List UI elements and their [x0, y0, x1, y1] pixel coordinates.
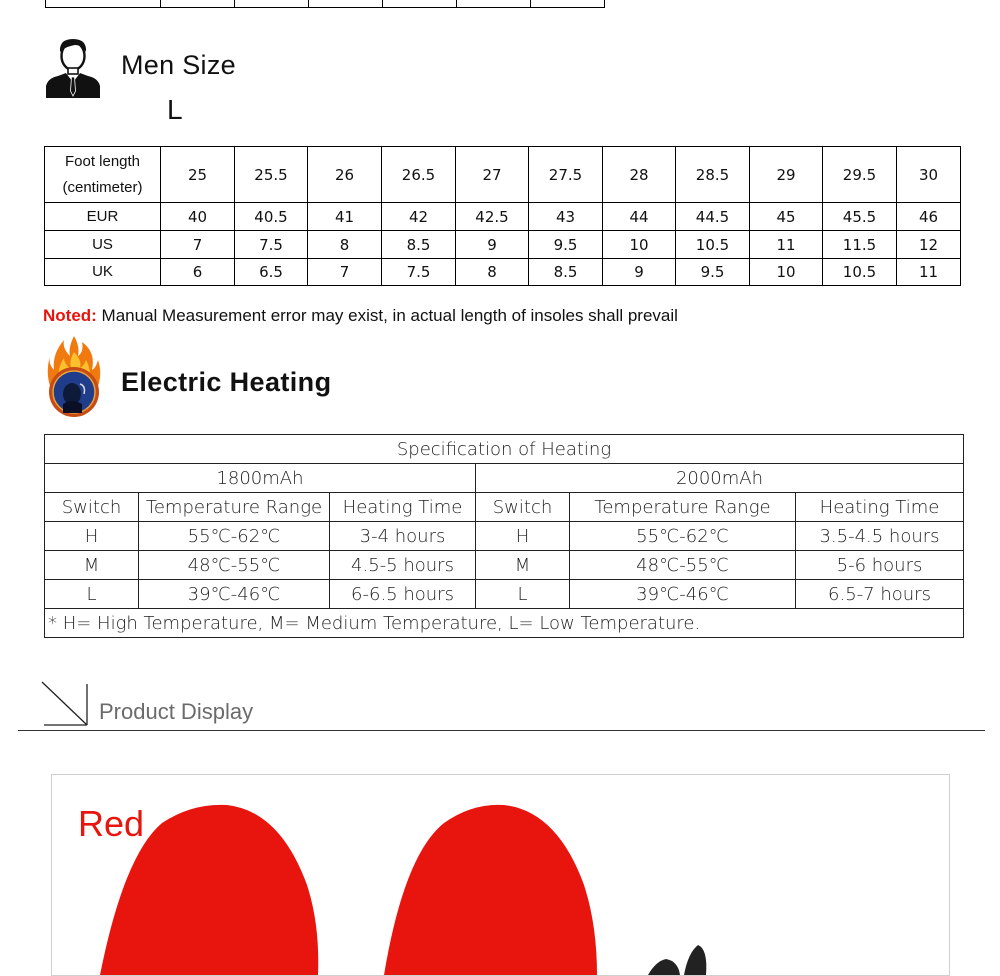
table-cell: H — [476, 522, 570, 551]
heated-insoles-image — [52, 775, 949, 975]
header-label: Foot length — [64, 152, 141, 170]
table-cell: M — [476, 551, 570, 580]
table-row — [45, 609, 964, 638]
table-row — [45, 147, 961, 203]
table-cell — [235, 0, 309, 8]
table-cell: 40 — [161, 203, 235, 231]
table-cell — [383, 0, 457, 8]
table-cell: 10.5 — [823, 259, 897, 286]
section-divider — [18, 730, 985, 731]
table-cell: 8 — [308, 231, 382, 259]
table-cell: 3-4 hours — [330, 522, 476, 551]
table-cell: 12 — [897, 231, 961, 259]
table-cell: L — [476, 580, 570, 609]
table-cell — [161, 0, 235, 8]
table-cell: 29 — [750, 147, 823, 203]
table-cell: 42.5 — [456, 203, 529, 231]
header-unit: (centimeter) — [62, 178, 143, 196]
table-cell: 39℃-46℃ — [139, 580, 330, 609]
table-cell: 10 — [750, 259, 823, 286]
table-cell: H — [45, 522, 139, 551]
product-image-frame — [51, 774, 950, 976]
heating-spec-table — [44, 434, 964, 638]
table-cell: 9 — [456, 231, 529, 259]
table-cell: 27 — [456, 147, 529, 203]
table-cell: 41 — [308, 203, 382, 231]
row-header — [45, 147, 161, 203]
row-header: US — [45, 231, 161, 259]
measurement-note — [43, 306, 678, 326]
table-cell: 25.5 — [235, 147, 308, 203]
table-cell: 27.5 — [529, 147, 603, 203]
table-cell: 26 — [308, 147, 382, 203]
table-cell: 28.5 — [676, 147, 750, 203]
table-cell: 44 — [603, 203, 676, 231]
table-cell: 26.5 — [382, 147, 456, 203]
table-cell: 6 — [161, 259, 235, 286]
table-cell: 8.5 — [382, 231, 456, 259]
table-cell: 55℃-62℃ — [139, 522, 330, 551]
table-cell: 4.5-5 hours — [330, 551, 476, 580]
color-label: Red — [78, 803, 145, 844]
table-cell: L — [45, 580, 139, 609]
table-row — [45, 259, 961, 286]
table-cell: 9.5 — [529, 231, 603, 259]
table-cell: 5-6 hours — [796, 551, 964, 580]
table-cell: M — [45, 551, 139, 580]
table-cell: 10 — [603, 231, 676, 259]
table-row — [45, 203, 961, 231]
table-cell: 48℃-55℃ — [570, 551, 796, 580]
column-header: Switch — [476, 493, 570, 522]
table-title: Specification of Heating — [45, 435, 964, 464]
table-row — [45, 464, 964, 493]
column-header: Temperature Range — [570, 493, 796, 522]
table-cell: 8 — [456, 259, 529, 286]
table-cell: 10.5 — [676, 231, 750, 259]
table-footnote: * H= High Temperature, M= Medium Temperature, L= Low Temperature. — [45, 609, 964, 638]
table-cell: 7.5 — [235, 231, 308, 259]
table-cell: 43 — [529, 203, 603, 231]
table-cell: 6-6.5 hours — [330, 580, 476, 609]
table-cell: 7 — [161, 231, 235, 259]
note-label: Noted: — [43, 306, 97, 325]
group-header: 1800mAh — [45, 464, 476, 493]
table-cell: 9 — [603, 259, 676, 286]
table-cell — [531, 0, 605, 8]
table-cell: 8.5 — [529, 259, 603, 286]
table-cell: 48℃-55℃ — [139, 551, 330, 580]
table-cell: 42 — [382, 203, 456, 231]
row-header: EUR — [45, 203, 161, 231]
table-cell: 11 — [750, 231, 823, 259]
table-cell: 46 — [897, 203, 961, 231]
table-cell: 29.5 — [823, 147, 897, 203]
table-cell: 7.5 — [382, 259, 456, 286]
table-cell: 6.5 — [235, 259, 308, 286]
table-cell: 11 — [897, 259, 961, 286]
note-text: Manual Measurement error may exist, in actual length of insoles shall prevail — [96, 306, 678, 325]
businessman-icon — [44, 36, 102, 98]
table-cell: 11.5 — [823, 231, 897, 259]
table-cell — [457, 0, 531, 8]
column-header: Switch — [45, 493, 139, 522]
men-size-title: Men Size — [121, 50, 236, 80]
table-cell: 40.5 — [235, 203, 308, 231]
table-cell: 39℃-46℃ — [570, 580, 796, 609]
table-cell — [46, 0, 161, 8]
group-header: 2000mAh — [476, 464, 964, 493]
table-row — [45, 435, 964, 464]
column-header: Temperature Range — [139, 493, 330, 522]
column-header: Heating Time — [330, 493, 476, 522]
table-cell: 44.5 — [676, 203, 750, 231]
table-cell: 45 — [750, 203, 823, 231]
previous-size-table — [45, 0, 605, 8]
flame-heating-icon — [46, 334, 102, 420]
table-cell: 3.5-4.5 hours — [796, 522, 964, 551]
table-cell: 30 — [897, 147, 961, 203]
table-cell: 28 — [603, 147, 676, 203]
table-row — [45, 580, 964, 609]
men-size-table — [44, 146, 961, 286]
table-cell: 25 — [161, 147, 235, 203]
table-cell: 45.5 — [823, 203, 897, 231]
table-cell: 6.5-7 hours — [796, 580, 964, 609]
electric-heating-title: Electric Heating — [121, 367, 332, 397]
corner-arrow-icon — [40, 680, 90, 728]
table-row — [45, 551, 964, 580]
table-row — [45, 231, 961, 259]
table-row — [45, 493, 964, 522]
table-cell: 9.5 — [676, 259, 750, 286]
product-display-title: Product Display — [99, 699, 254, 724]
table-cell — [309, 0, 383, 8]
column-header: Heating Time — [796, 493, 964, 522]
table-row — [45, 522, 964, 551]
table-cell: 7 — [308, 259, 382, 286]
row-header: UK — [45, 259, 161, 286]
men-size-label: L — [167, 94, 183, 125]
table-cell: 55℃-62℃ — [570, 522, 796, 551]
